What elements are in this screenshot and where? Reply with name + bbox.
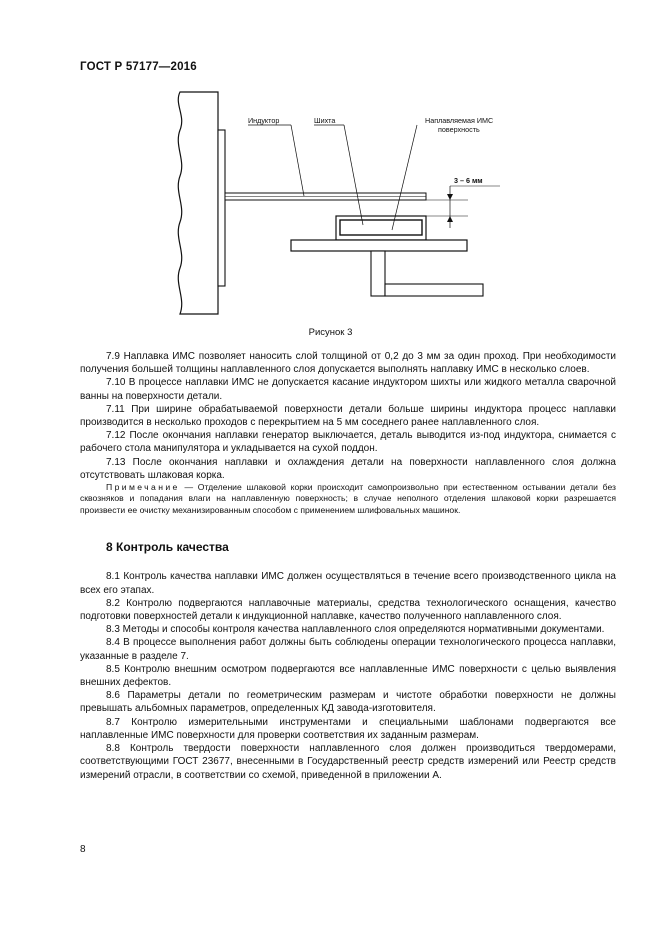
induction-surfacing-diagram — [170, 88, 500, 320]
work-table — [291, 240, 467, 251]
paragraph-7-9: 7.9 Наплавка ИМС позволяет наносить слой толщиной от 0,2 до 3 мм за один проход. При необходимости получения большей толщины наплавленного слоя допускается выполнять наплавку ИМС в несколько слоев. — [80, 351, 616, 376]
paragraph-7-13: 7.13 После окончания наплавки и охлаждения детали на поверхности наплавленного слоя должна отсутствовать шлаковая корка. — [80, 456, 616, 481]
label-surface-line2: поверхность — [438, 125, 480, 134]
label-inductor: Индуктор — [248, 116, 280, 125]
paragraph-7-10: 7.10 В процессе наплавки ИМС не допускается касание индуктором шихты или жидкого металла сварочной ванны на поверхности детали. — [80, 377, 616, 402]
wall-body — [178, 92, 218, 314]
manipulator-arm — [385, 284, 483, 296]
paragraph-8-1: 8.1 Контроль качества наплавки ИМС должен осуществляться в течение всего производственного цикла на всех его этапах. — [80, 571, 616, 596]
paragraph-8-7: 8.7 Контролю измерительными инструментами и специальными шаблонами подвергаются все наплавленные ИМС поверхности для проверки соответствия их заданным размерам. — [80, 716, 616, 741]
label-surface-line1: Наплавляемая ИМС — [425, 116, 494, 125]
section-8-title: 8 Контроль качества — [106, 540, 229, 555]
figure-caption: Рисунок 3 — [308, 327, 353, 338]
document-body — [80, 350, 616, 782]
table-column — [371, 251, 385, 296]
note — [80, 482, 616, 516]
note-text: — Отделение шлаковой корки происходит самопроизвольно при естественном остывании детали без сквозняков и попадания влаги на наплавленную поверхность; в случае неполного отделения шлаковой корки разрешается произвести ее очистку механизированным способом с применением шлифовальных машинок. — [80, 482, 616, 515]
charge-layer — [340, 220, 422, 235]
paragraph-8-4: 8.4 В процессе выполнения работ должны быть соблюдены операции технологического процесса наплавки, указанные в разделе 7. — [80, 637, 616, 662]
label-gap-dimension: 3 – 6 мм — [454, 176, 483, 185]
paragraph-8-8: 8.8 Контроль твердости поверхности наплавленного слоя должен производиться твердомерами, соответствующими ГОСТ 23677, внесенными в Государственный реестр средств измерений или Реестр средств измерений отрасли, в соответствии со схемой, приведенной в приложении А. — [80, 743, 616, 781]
flange-plate — [218, 130, 225, 286]
document-header: ГОСТ Р 57177—2016 — [80, 61, 197, 73]
page-number: 8 — [80, 844, 86, 855]
paragraph-7-12: 7.12 После окончания наплавки генератор выключается, деталь выводится из-под индуктора, снимается с рабочего стола манипулятора и укладывается на сухой поддон. — [80, 430, 616, 455]
paragraph-8-2: 8.2 Контролю подвергаются наплавочные материалы, средства технологического оснащения, качество подготовки поверхностей детали к индукционной наплавке, качество полученного наплавленного слоя. — [80, 597, 616, 623]
paragraph-8-3: 8.3 Методы и способы контроля качества наплавленного слоя определяются нормативными документами. — [106, 624, 605, 636]
note-label: Примечание — [106, 482, 180, 493]
label-charge: Шихта — [314, 116, 336, 125]
paragraph-8-5: 8.5 Контролю внешним осмотром подвергаются все наплавленные ИМС поверхности с целью выявления внешних дефектов. — [80, 663, 616, 689]
paragraph-7-11: 7.11 При ширине обрабатываемой поверхности детали больше ширины индуктора процесс наплавки производится в несколько проходов с перекрытием на 5 мм соседнего ранее наплавленного слоя. — [80, 403, 616, 429]
figure-3-diagram — [170, 88, 500, 320]
paragraph-8-6: 8.6 Параметры детали по геометрическим размерам и чистоте обработки поверхности не должны превышать альбомных параметров, определенных КД завода-изготовителя. — [80, 690, 616, 715]
